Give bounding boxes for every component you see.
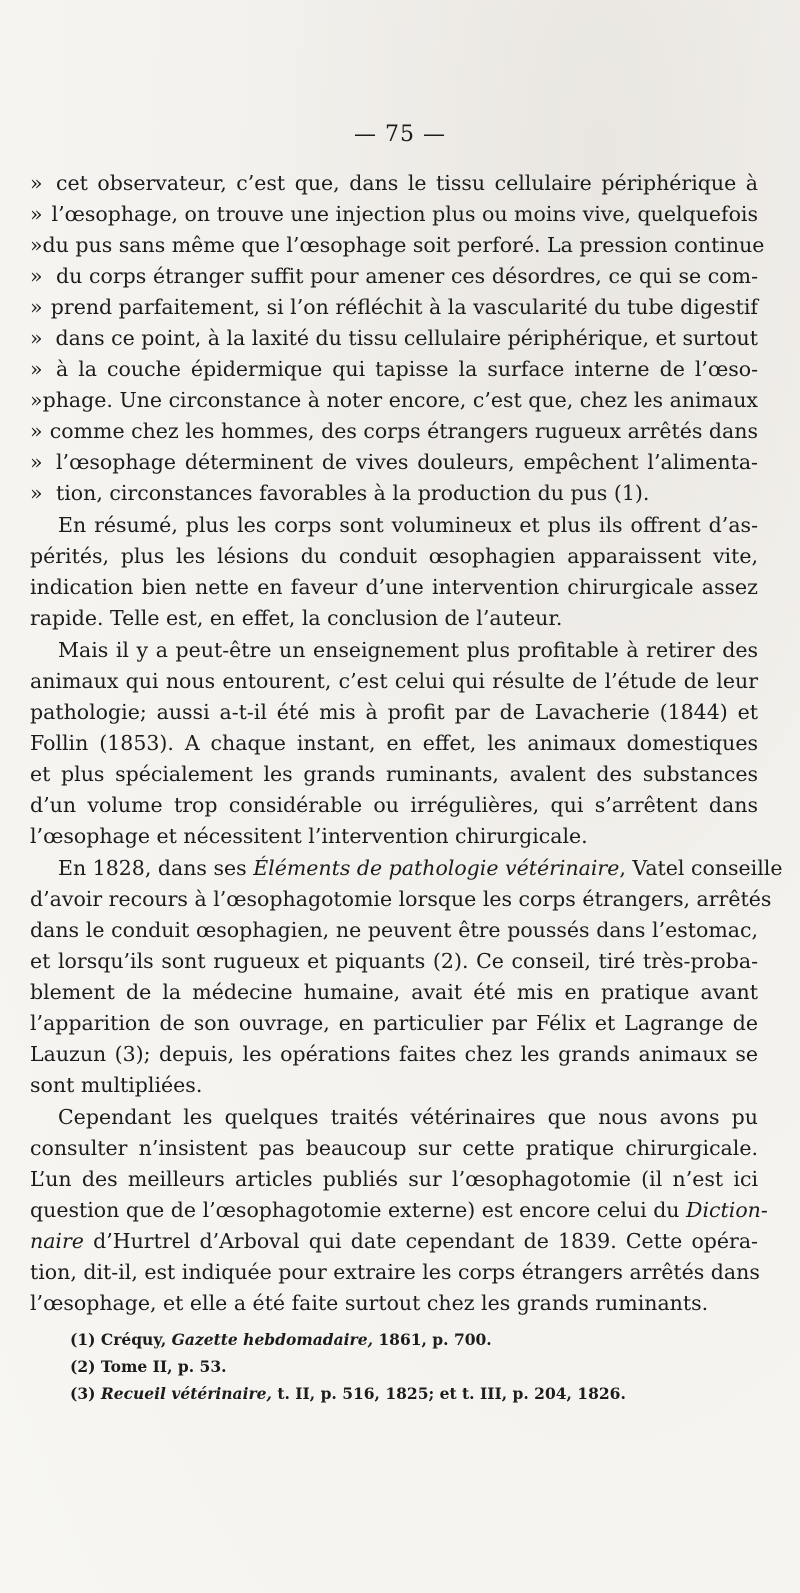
paragraph bbox=[30, 635, 758, 852]
quote-line: » cet observateur, c’est que, dans le tissu cellulaire périphérique à bbox=[30, 171, 758, 195]
text-line: rapide. Telle est, en effet, la conclusion de l’auteur. bbox=[30, 606, 563, 630]
footnote-marker: (1) bbox=[70, 1330, 96, 1349]
text-line: indication bien nette en faveur d’une intervention chirurgicale assez bbox=[30, 575, 758, 599]
text-line: pérités, plus les lésions du conduit œsophagien apparaissent vite, bbox=[30, 544, 758, 568]
quote-line: » prend parfaitement, si l’on réfléchit à la vascularité du tube digestif bbox=[30, 295, 758, 319]
text-line: question que de l’œsophagotomie externe) est encore celui du Diction- bbox=[30, 1198, 768, 1222]
paragraph bbox=[30, 510, 758, 634]
text-line: Lauzun (3); depuis, les opérations faites chez les grands animaux se bbox=[30, 1042, 758, 1066]
quote-line: » tion, circonstances favorables à la production du pus (1). bbox=[30, 481, 650, 505]
footnote: (2) Tome II, p. 53. bbox=[70, 1357, 227, 1376]
quote-line: » dans ce point, à la laxité du tissu cellulaire périphérique, et surtout bbox=[30, 326, 758, 350]
quote-line: » comme chez les hommes, des corps étrangers rugueux arrêtés dans bbox=[30, 419, 758, 443]
quote-line: » du corps étranger suffit pour amener ces désordres, ce qui se com- bbox=[30, 264, 758, 288]
footnote: (3) Recueil vétérinaire, t. II, p. 516, 1825; et t. III, p. 204, 1826. bbox=[70, 1384, 626, 1403]
quoted-passage bbox=[30, 168, 765, 509]
text-line: Follin (1853). A chaque instant, en effet, les animaux domestiques bbox=[30, 731, 758, 755]
text-line: d’un volume trop considérable ou irrégulières, qui s’arrêtent dans bbox=[30, 793, 758, 817]
paragraph bbox=[30, 853, 783, 1101]
book-title: Diction- bbox=[686, 1198, 768, 1222]
text-line: naire d’Hurtrel d’Arboval qui date cependant de 1839. Cette opéra- bbox=[30, 1229, 758, 1253]
quote-line: » à la couche épidermique qui tapisse la surface interne de l’œso- bbox=[30, 357, 758, 381]
text-line: blement de la médecine humaine, avait été mis en pratique avant bbox=[30, 980, 758, 1004]
footnote: (1) Créquy, Gazette hebdomadaire, 1861, p. 700. bbox=[70, 1330, 492, 1349]
text-line: animaux qui nous entourent, c’est celui qui résulte de l’étude de leur bbox=[30, 669, 758, 693]
text-line: l’œsophage, et elle a été faite surtout chez les grands ruminants. bbox=[30, 1291, 709, 1315]
text-line: Mais il y a peut-être un enseignement plus profitable à retirer des bbox=[58, 638, 758, 662]
text-line: sont multipliées. bbox=[30, 1073, 203, 1097]
text-line: tion, dit-il, est indiquée pour extraire les corps étrangers arrêtés dans bbox=[30, 1260, 760, 1284]
page-number: — 75 — bbox=[354, 122, 446, 147]
quote-line: » l’œsophage déterminent de vives douleurs, empêchent l’alimenta- bbox=[30, 450, 758, 474]
text-line: et lorsqu’ils sont rugueux et piquants (2). Ce conseil, tiré très-proba- bbox=[30, 949, 758, 973]
quote-line: » phage. Une circonstance à noter encore, c’est que, chez les animaux bbox=[30, 388, 758, 412]
text-line: pathologie; aussi a-t-il été mis à profit par de Lavacherie (1844) et bbox=[30, 700, 758, 724]
quote-line: » du pus sans même que l’œsophage soit perforé. La pression continue bbox=[30, 233, 765, 257]
text-line: l’apparition de son ouvrage, en particulier par Félix et Lagrange de bbox=[30, 1011, 758, 1035]
footnote-marker: (2) bbox=[70, 1357, 96, 1376]
text-line: En 1828, dans ses Éléments de pathologie vétérinaire, Vatel conseille bbox=[58, 856, 783, 880]
text-line: dans le conduit œsophagien, ne peuvent être poussés dans l’estomac, bbox=[30, 918, 758, 942]
text-line: et plus spécialement les grands ruminants, avalent des substances bbox=[30, 762, 758, 786]
book-title: naire bbox=[30, 1229, 84, 1253]
paragraph bbox=[30, 1102, 768, 1319]
text-line: Cependant les quelques traités vétérinaires que nous avons pu bbox=[58, 1105, 758, 1129]
text-line: En résumé, plus les corps sont volumineux et plus ils offrent d’as- bbox=[58, 513, 758, 537]
text-line: L’un des meilleurs articles publiés sur l’œsophagotomie (il n’est ici bbox=[30, 1167, 758, 1191]
text-line: l’œsophage et nécessitent l’intervention chirurgicale. bbox=[30, 824, 588, 848]
quote-line: » l’œsophage, on trouve une injection plus ou moins vive, quelquefois bbox=[30, 202, 758, 226]
footnote-marker: (3) bbox=[70, 1384, 96, 1403]
body-text bbox=[30, 168, 783, 1319]
text-line: d’avoir recours à l’œsophagotomie lorsque les corps étrangers, arrêtés bbox=[30, 887, 772, 911]
footnotes bbox=[70, 1326, 750, 1407]
book-title: Éléments de pathologie vétérinaire bbox=[253, 856, 620, 880]
text-line: consulter n’insistent pas beaucoup sur cette pratique chirurgicale. bbox=[30, 1136, 758, 1160]
